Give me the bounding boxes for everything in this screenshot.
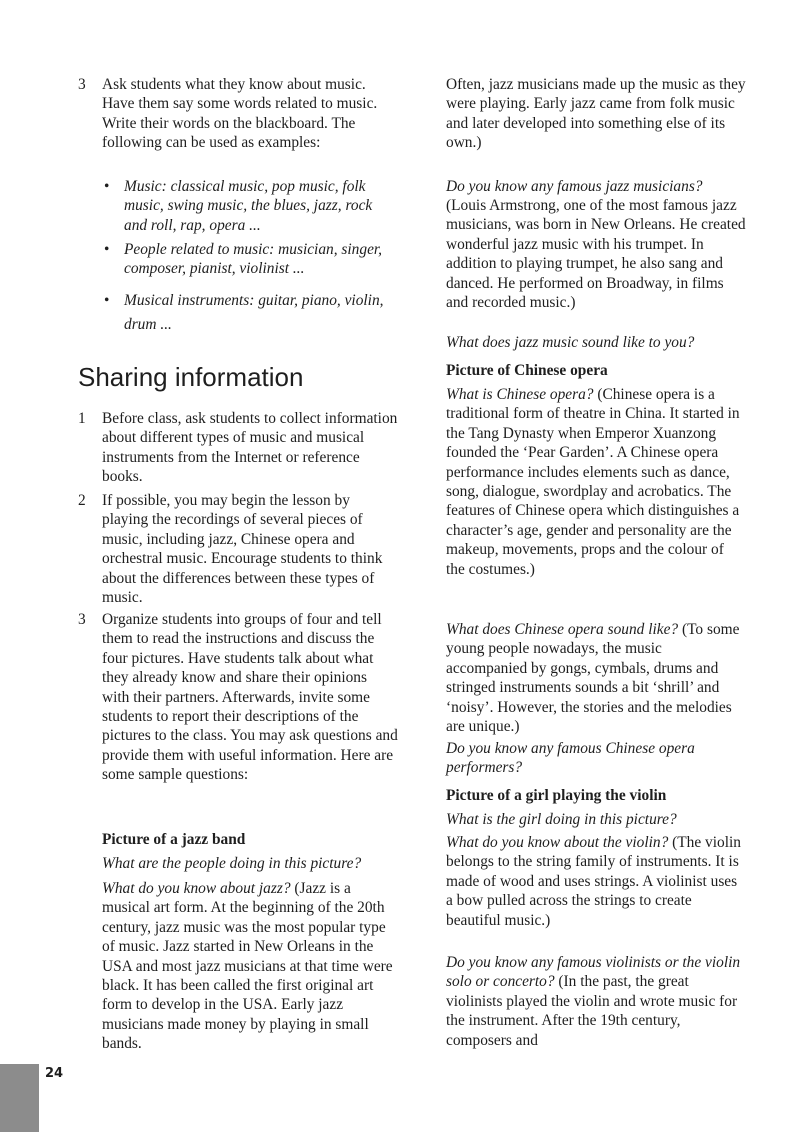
list-item (78, 491, 398, 607)
item-text: Organize students into groups of four and tell them to read the instructions and discuss the four pictures. Have students talk about what they already know and share their opinions with their partners. Afterwards, invite some students to report their descriptions of the pictures to the class. You may ask questions and provide them with useful information. Here are some sample questions: (102, 611, 398, 784)
question-answer (446, 833, 746, 930)
question: What does Chinese opera sound like? (446, 621, 679, 638)
bullet-text: People related to music: musician, singer, composer, pianist, violinist ... (124, 241, 383, 278)
question: What are the people doing in this picture? (102, 855, 362, 872)
list-item (78, 75, 398, 153)
question: What is the girl doing in this picture? (446, 811, 677, 828)
bullet-icon: • (104, 178, 110, 195)
question-answer (446, 385, 746, 579)
question: Do you know any famous violinists or the violin solo or concerto? (446, 954, 741, 991)
answer: (In the past, the great violinists played the violin and wrote music for the instrument. After the 19th century, composers and (446, 973, 738, 1049)
bullet-item (104, 289, 398, 337)
question: What do you know about the violin? (446, 834, 669, 851)
subheading-violin: Picture of a girl playing the violin (446, 787, 667, 804)
answer: (Jazz is a musical art form. At the beginning of the 20th century, jazz music was the most popular type of music. Jazz started in New Orleans in the USA and most jazz musicians at that time were black. It has been called the first original art form to develop in the USA. Early jazz musicians made money by playing in small bands. (102, 880, 393, 1053)
section-heading: Sharing information (78, 362, 304, 392)
question: Do you know any famous jazz musicians? (446, 178, 703, 195)
answer: (Chinese opera is a traditional form of theatre in China. It started in the Tang Dynasty when Emperor Xuanzong founded the ‘Pear Garden’. A Chinese opera performance includes elements such as dance, song, dialogue, swordplay and acrobatics. The features of Chinese opera which distinguishes a character’s age, gender and personality are the makeup, movements, props and the colour of the costumes.) (446, 386, 740, 578)
bullet-item (104, 177, 398, 235)
list-item (78, 409, 398, 487)
bullet-text: Musical instruments: guitar, piano, violin, drum ... (124, 292, 384, 333)
question-answer (446, 953, 746, 1050)
bullet-text: Music: classical music, pop music, folk music, swing music, the blues, jazz, rock and roll, rap, opera ... (124, 178, 373, 234)
subheading-jazz: Picture of a jazz band (102, 831, 246, 848)
question: Do you know any famous Chinese opera performers? (446, 740, 695, 777)
item-number: 1 (78, 410, 86, 427)
item-text: Before class, ask students to collect information about different types of music and musical instruments from the Internet or reference books. (102, 410, 398, 486)
answer: (Louis Armstrong, one of the most famous jazz musicians, was born in New Orleans. He created wonderful jazz music with his trumpet. In addition to playing trumpet, he also sang and danced. He performed on Broadway, in films and recorded music.) (446, 197, 746, 312)
page-number: 24 (45, 1066, 64, 1081)
question-answer (446, 620, 746, 736)
item-number: 3 (78, 76, 86, 93)
item-number: 3 (78, 611, 86, 628)
list-item (78, 610, 398, 785)
question: What do you know about jazz? (102, 880, 291, 897)
footer-bar (0, 1064, 39, 1132)
paragraph: Often, jazz musicians made up the music as they were playing. Early jazz came from folk music and later developed into something else of its own.) (446, 76, 746, 152)
bullet-icon: • (104, 241, 110, 258)
subheading-opera: Picture of Chinese opera (446, 362, 608, 379)
bullet-item (104, 240, 398, 279)
answer: (The violin belongs to the string family of instruments. It is made of wood and uses strings. A violinist uses a bow pulled across the strings to create beautiful music.) (446, 834, 741, 929)
question: What does jazz music sound like to you? (446, 334, 695, 351)
bullet-icon: • (104, 292, 110, 309)
question: What is Chinese opera? (446, 386, 594, 403)
item-text: If possible, you may begin the lesson by playing the recordings of several pieces of music, including jazz, Chinese opera and orchestral music. Encourage students to think about the differences between these types of music. (102, 492, 383, 607)
question-answer (102, 879, 398, 1054)
item-text: Ask students what they know about music. Have them say some words related to music. Write their words on the blackboard. The following can be used as examples: (102, 76, 378, 152)
item-number: 2 (78, 492, 86, 509)
answer: (To some young people nowadays, the music accompanied by gongs, cymbals, drums and stringed instruments sounds a bit ‘shrill’ and ‘noisy’. However, the stories and the melodies are unique.) (446, 621, 740, 736)
